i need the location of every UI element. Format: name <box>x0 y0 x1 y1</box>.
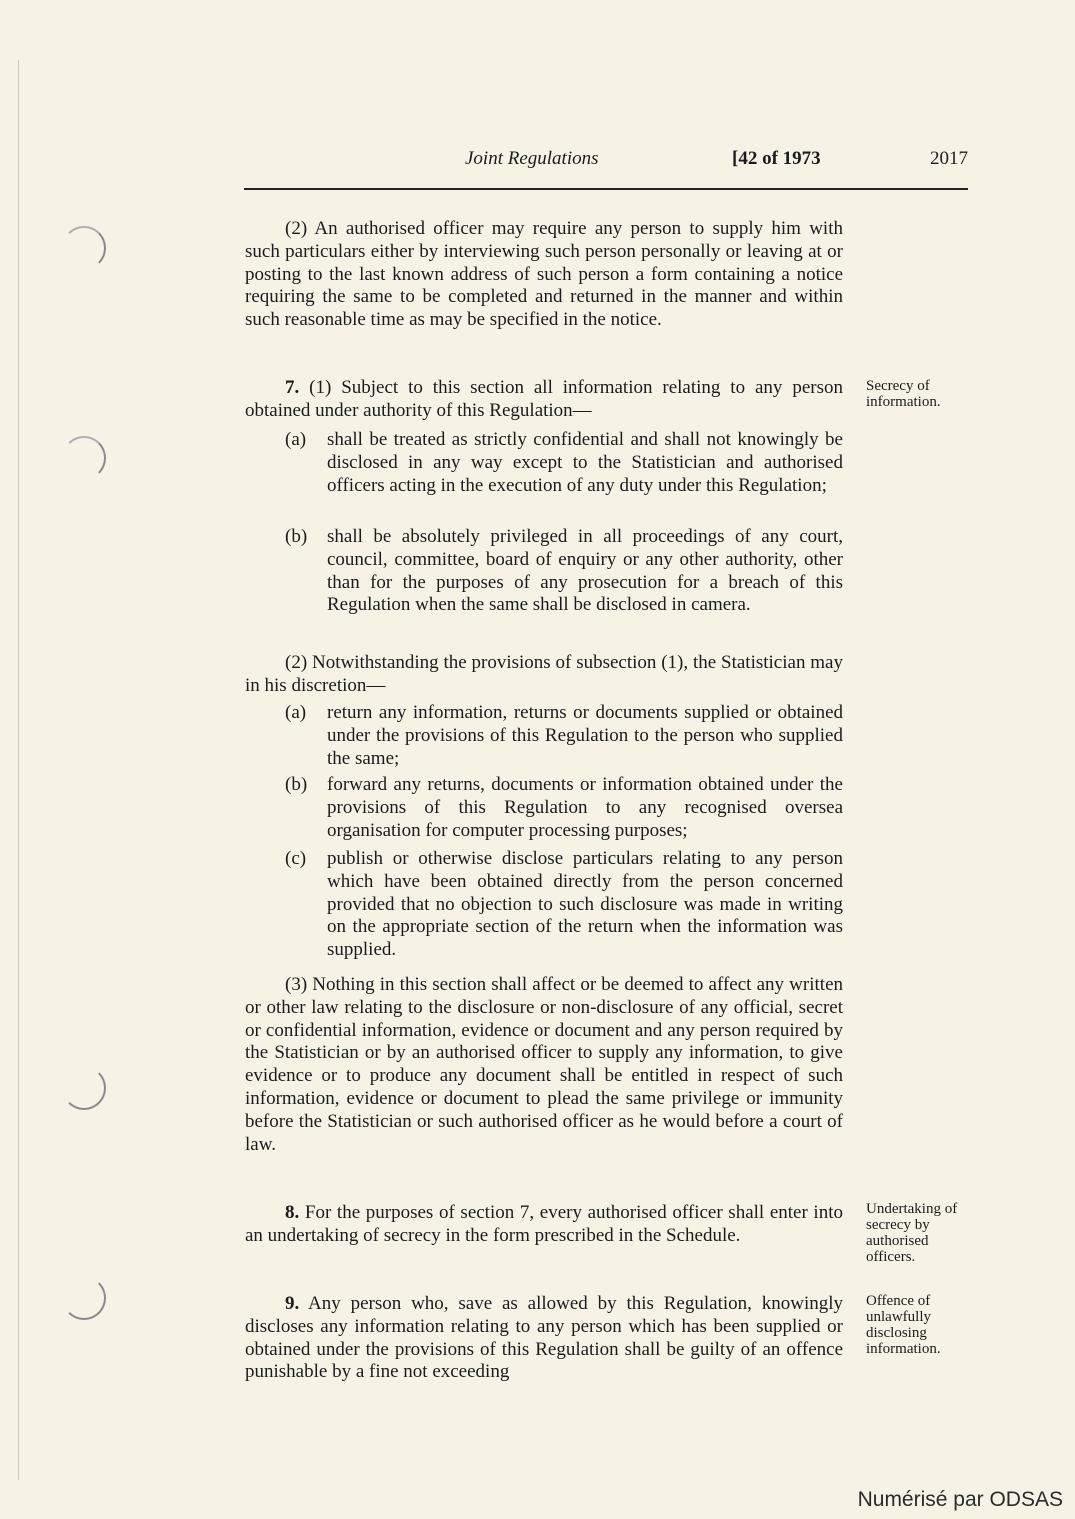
item-label: (b) <box>285 774 308 795</box>
header-rule <box>244 188 968 190</box>
item-label: (b) <box>285 526 308 547</box>
paragraph-section-6-2: (2) An authorised officer may require any person to supply him with such particulars either by interviewing such person personally or leaving at or posting to the last known address of such person a form containing a notice requiring the same to be completed and returned in the manner and within such reasonable time as may be specified in the notice. <box>245 218 843 331</box>
punch-hole-icon <box>62 226 106 270</box>
list-item <box>285 526 843 617</box>
list-item <box>285 774 843 842</box>
list-item <box>285 429 843 497</box>
paragraph-section-7-1: 7. (1) Subject to this section all information relating to any person obtained under authority of this Regulation— <box>245 377 843 421</box>
punch-hole-icon <box>62 1276 106 1320</box>
section-number: 8. <box>285 1202 300 1223</box>
page-number: 2017 <box>930 148 968 169</box>
page-edge <box>18 60 19 1480</box>
item-label: (a) <box>285 429 307 450</box>
margin-note-secrecy: Secrecy of information. <box>866 378 941 410</box>
running-header <box>245 148 970 176</box>
item-label: (a) <box>285 702 307 723</box>
header-act-reference: [42 of 1973 <box>732 148 821 169</box>
list-item <box>285 848 843 962</box>
paragraph-section-8: 8. For the purposes of section 7, every authorised officer shall enter into an undertaking of secrecy in the form prescribed in the Schedule. <box>245 1202 843 1246</box>
margin-note-offence: Offence of unlawfully disclosing information. <box>866 1293 941 1357</box>
section-number: 7. <box>285 377 300 398</box>
item-text: shall be treated as strictly confidential and shall not knowingly be disclosed in any way except to the Statistician and authorised officers acting in the execution of any duty under this Regulation; <box>327 429 843 496</box>
digitization-credit: Numérisé par ODSAS <box>857 1488 1063 1511</box>
section-number: 9. <box>285 1293 300 1314</box>
list-item <box>285 702 843 770</box>
header-title: Joint Regulations <box>465 148 599 169</box>
paragraph-section-9: 9. Any person who, save as allowed by this Regulation, knowingly discloses any information relating to any person which has been supplied or obtained under the provisions of this Regulation shall be guilty of an offence punishable by a fine not exceeding <box>245 1293 843 1383</box>
item-text: shall be absolutely privileged in all proceedings of any court, council, committee, board of enquiry or any other authority, other than for the purposes of any prosecution for a breach of this Regulation when the same shall be disclosed in camera. <box>327 526 843 616</box>
punch-hole-icon <box>62 1066 106 1110</box>
paragraph-section-7-3: (3) Nothing in this section shall affect or be deemed to affect any written or other law relating to the disclosure or non-disclosure of any official, secret or confidential information, evidence or document and any person required by the Statistician or by an authorised officer to supply any information, to give evidence or to produce any document shall be entitled in respect of such information, evidence or document to plead the same privilege or immunity before the Statistician or such authorised officer as he would before a court of law. <box>245 974 843 1155</box>
item-label: (c) <box>285 848 307 869</box>
paragraph-section-7-2: (2) Notwithstanding the provisions of subsection (1), the Statistician may in his discretion— <box>245 652 843 696</box>
item-text: publish or otherwise disclose particulars relating to any person which have been obtained directly from the person concerned provided that no objection to such disclosure was made in writing on the appropriate section of the return when the information was supplied. <box>327 848 843 961</box>
margin-note-undertaking: Undertaking of secrecy by authorised officers. <box>866 1201 958 1265</box>
item-text: forward any returns, documents or information obtained under the provisions of this Regulation to any recognised oversea organisation for computer processing purposes; <box>327 774 843 841</box>
punch-hole-icon <box>62 436 106 480</box>
item-text: return any information, returns or documents supplied or obtained under the provisions of this Regulation to the person who supplied the same; <box>327 702 843 769</box>
